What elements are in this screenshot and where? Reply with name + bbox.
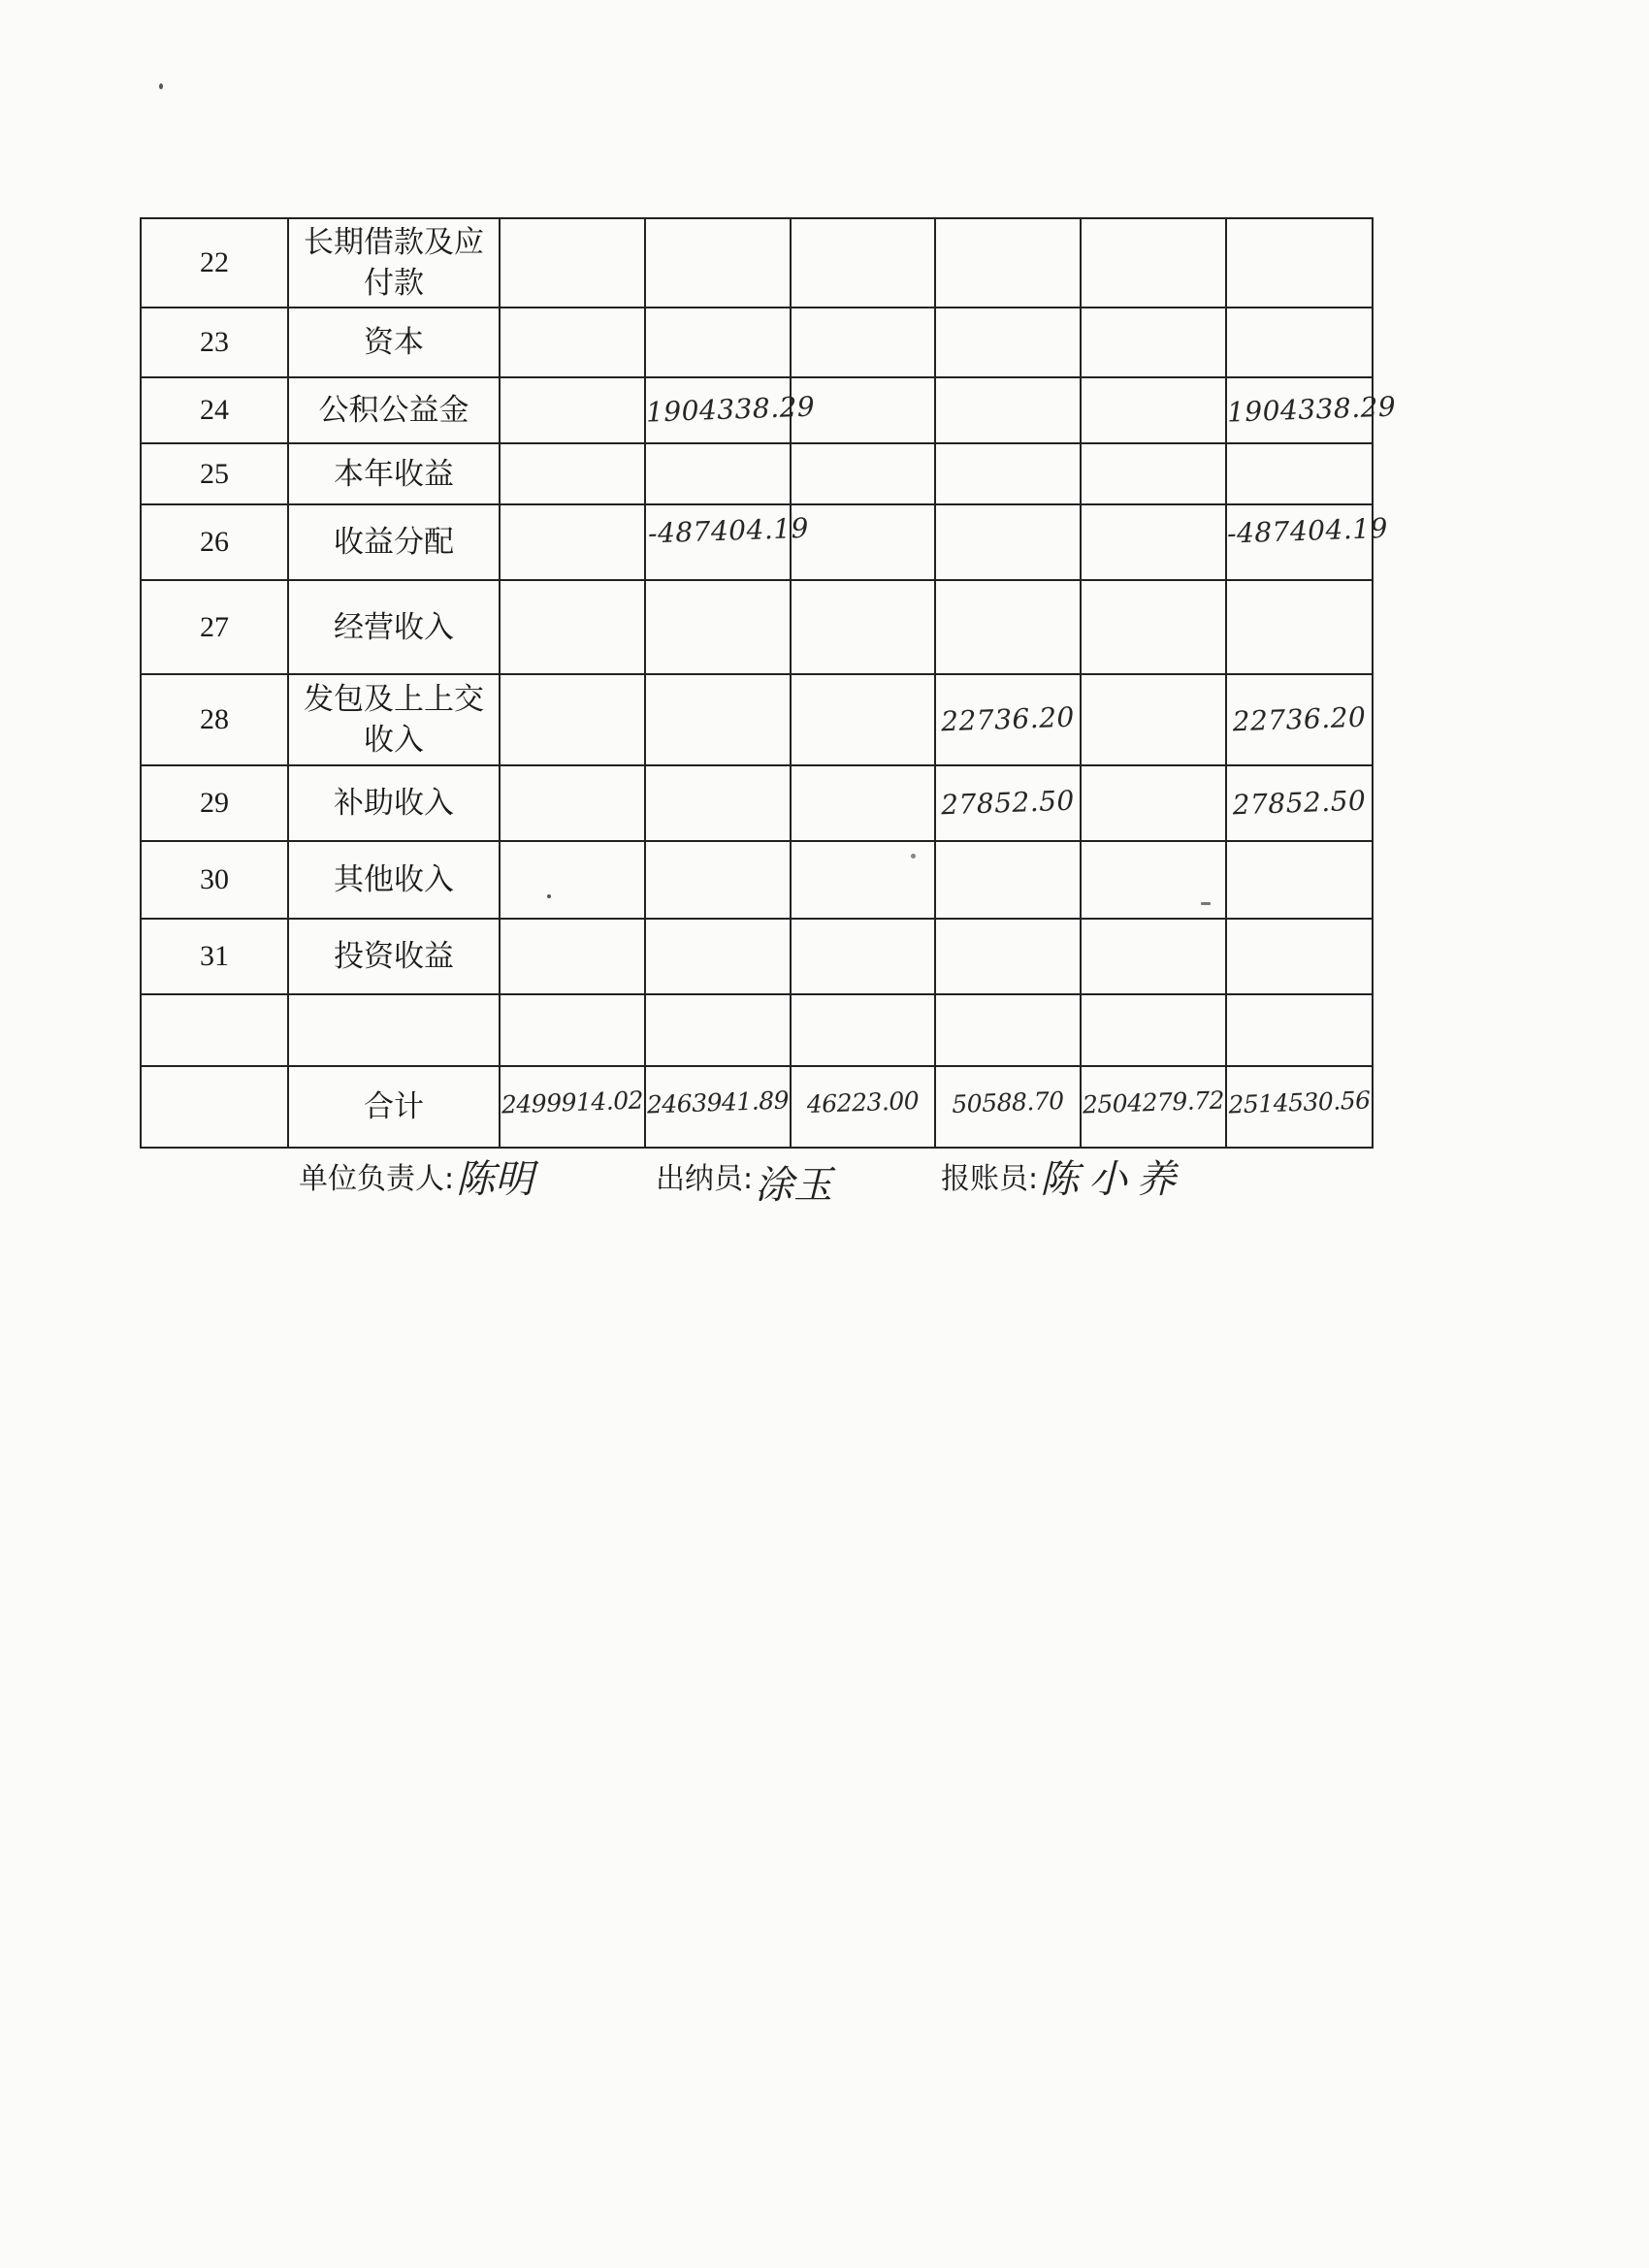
unit-head-name: 陈明 [456,1157,534,1202]
row-number: 27 [141,580,288,674]
value-cell [500,841,645,919]
cashier-signature [656,1160,833,1208]
signature-line [299,1157,1269,1238]
table-row [141,994,1373,1066]
scan-speck [1201,902,1211,905]
scan-speck [547,894,551,898]
cashier-label: 出纳员: [656,1162,754,1196]
item-name: 公积公益金 [288,377,500,443]
value-cell [1226,308,1373,377]
value-cell [935,443,1081,504]
table-row [141,674,1373,765]
value-cell [645,994,791,1066]
value-cell [1081,919,1226,994]
value-cell [645,841,791,919]
unit-head-signature [299,1157,534,1202]
scan-speck [159,83,163,89]
value-cell [645,308,791,377]
cashier-name: 涂玉 [755,1163,833,1208]
value-cell [1081,218,1226,308]
total-value: 2514530.56 [1226,1066,1373,1148]
table-row [141,841,1373,919]
value-cell [500,308,645,377]
value-cell [935,218,1081,308]
value-cell [500,765,645,841]
value-cell: -487404.19 [1226,504,1373,580]
value-cell [1081,994,1226,1066]
value-cell [1081,841,1226,919]
value-cell [791,841,935,919]
value-cell [1226,994,1373,1066]
value-cell: 22736.20 [1226,674,1373,765]
row-number [141,994,288,1066]
total-value: 2463941.89 [645,1066,791,1148]
value-cell: 1904338.29 [645,377,791,443]
total-value: 2504279.72 [1081,1066,1226,1148]
value-cell [935,504,1081,580]
total-label: 合计 [288,1066,500,1148]
table-row [141,443,1373,504]
total-number-cell [141,1066,288,1148]
item-name: 本年收益 [288,443,500,504]
value-cell [645,218,791,308]
row-number: 28 [141,674,288,765]
table-row [141,504,1373,580]
table-row [141,919,1373,994]
value-cell [935,841,1081,919]
value-cell [1081,674,1226,765]
value-cell [935,994,1081,1066]
item-name: 长期借款及应付款 [288,218,500,308]
value-cell [791,674,935,765]
value-cell [791,765,935,841]
accountant-name: 陈小养 [1040,1157,1186,1202]
row-number: 31 [141,919,288,994]
item-name: 补助收入 [288,765,500,841]
value-cell [1081,580,1226,674]
item-name: 发包及上上交收入 [288,674,500,765]
value-cell [500,443,645,504]
value-cell [791,580,935,674]
value-cell [500,994,645,1066]
value-cell [500,504,645,580]
row-number: 22 [141,218,288,308]
value-cell [1081,504,1226,580]
row-number: 24 [141,377,288,443]
value-cell [935,919,1081,994]
value-cell [935,308,1081,377]
item-name [288,994,500,1066]
value-cell [791,919,935,994]
row-number: 30 [141,841,288,919]
row-number: 25 [141,443,288,504]
table-row [141,580,1373,674]
value-cell [1226,919,1373,994]
value-cell [791,504,935,580]
value-cell [645,765,791,841]
total-value: 2499914.02 [500,1066,645,1148]
accountant-label: 报账员: [941,1162,1039,1196]
value-cell [1081,443,1226,504]
total-value: 50588.70 [935,1066,1081,1148]
value-cell [1226,580,1373,674]
value-cell [500,580,645,674]
table-row [141,765,1373,841]
accountant-signature [941,1157,1186,1202]
value-cell [1226,841,1373,919]
value-cell [935,580,1081,674]
value-cell: 1904338.29 [1226,377,1373,443]
item-name: 经营收入 [288,580,500,674]
value-cell: -487404.19 [645,504,791,580]
value-cell [791,218,935,308]
value-cell [791,994,935,1066]
value-cell [1081,308,1226,377]
row-number: 23 [141,308,288,377]
value-cell: 22736.20 [935,674,1081,765]
table-row [141,377,1373,443]
item-name: 收益分配 [288,504,500,580]
value-cell [1081,765,1226,841]
value-cell [500,919,645,994]
scan-speck [911,854,916,859]
unit-head-label: 单位负责人: [299,1162,455,1196]
value-cell [645,580,791,674]
value-cell [1226,443,1373,504]
value-cell [791,308,935,377]
value-cell [645,674,791,765]
row-number: 29 [141,765,288,841]
value-cell: 27852.50 [935,765,1081,841]
value-cell [645,919,791,994]
value-cell [791,443,935,504]
value-cell [1226,218,1373,308]
table-row [141,218,1373,308]
total-value: 46223.00 [791,1066,935,1148]
value-cell [935,377,1081,443]
item-name: 投资收益 [288,919,500,994]
value-cell: 27852.50 [1226,765,1373,841]
value-cell [500,674,645,765]
table-row [141,308,1373,377]
value-cell [500,377,645,443]
total-row [141,1066,1373,1148]
value-cell [645,443,791,504]
value-cell [1081,377,1226,443]
value-cell [500,218,645,308]
item-name: 资本 [288,308,500,377]
ledger-table [140,217,1397,1149]
item-name: 其他收入 [288,841,500,919]
row-number: 26 [141,504,288,580]
